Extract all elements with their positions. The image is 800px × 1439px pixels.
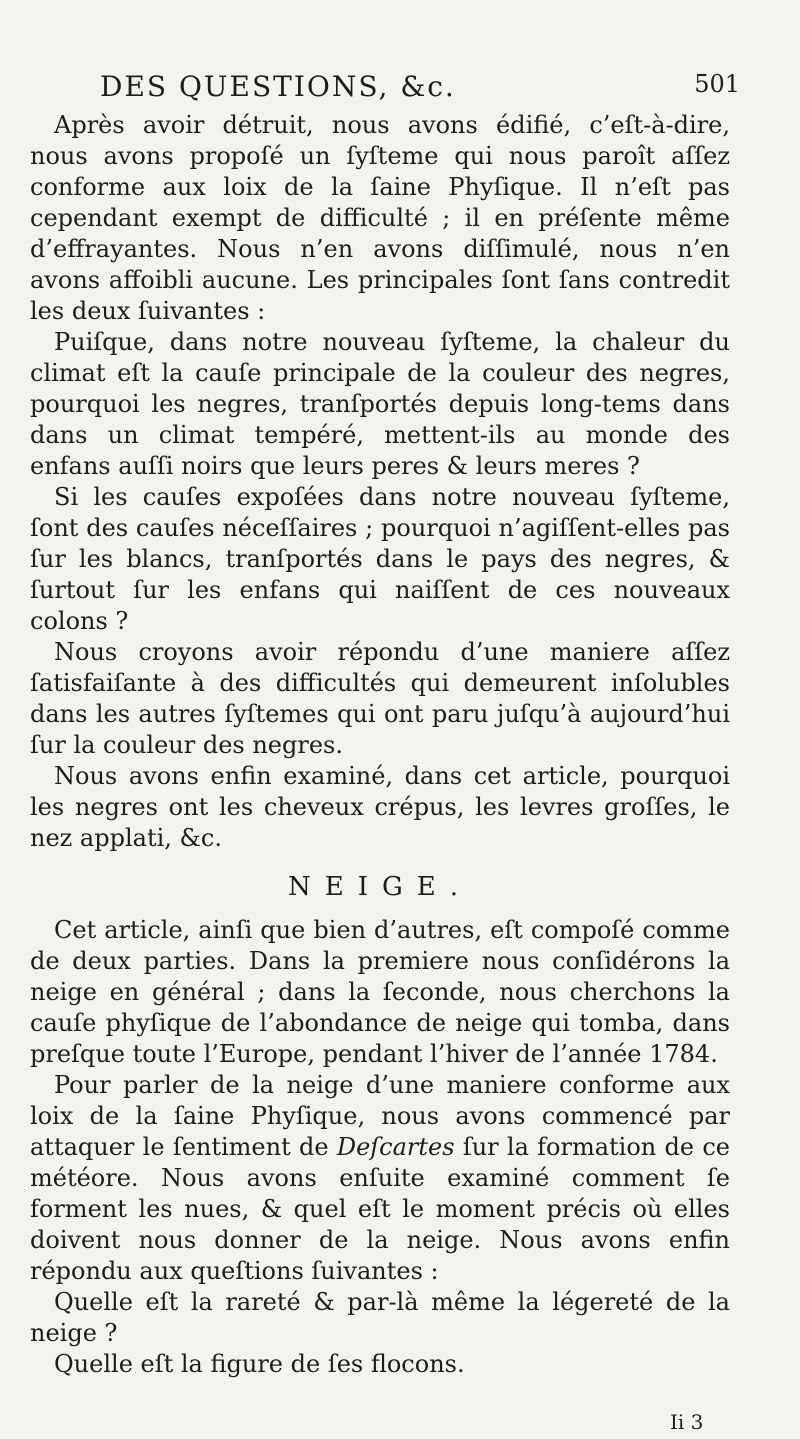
page-body	[30, 110, 730, 1380]
paragraph: Nous croyons avoir répondu d’une maniere aſſez ſatisfaiſante à des difficultés qui demeurent inſolubles dans les autres ſyſtemes qui ont paru juſqu’à aujourd’hui ſur la couleur des negres.	[30, 638, 730, 759]
paragraph: Quelle eſt la figure de ſes flocons.	[54, 1350, 465, 1378]
paragraph: Nous avons enfin examiné, dans cet article, pourquoi les negres ont les cheveux crépus, les levres groſſes, le nez applati, &c.	[30, 762, 730, 852]
paragraph: Si les cauſes expoſées dans notre nouveau ſyſteme, ſont des cauſes néceſſaires ; pourquoi n’agiſſent-elles pas ſur les blancs, tranſportés dans le pays des negres, & ſurtout ſur les enfans qui naiſſent de ces nouveaux colons ?	[30, 483, 730, 635]
paragraph: Cet article, ainſi que bien d’autres, eſt compoſé comme de deux parties. Dans la premiere nous conſidérons la neige en général ; dans la ſeconde, nous cherchons la cauſe phyſique de l’abondance de neige qui tomba, dans preſque toute l’Europe, pendant l’hiver de l’année 1784.	[30, 916, 730, 1068]
paragraph: Quelle eſt la rareté & par-là même la légereté de la neige ?	[30, 1288, 730, 1347]
paragraph: Après avoir détruit, nous avons édifié, c’eſt-à-dire, nous avons propoſé un ſyſteme qui nous paroît aſſez conforme aux loix de la ſaine Phyſique. Il n’eſt pas cependant exempt de difficulté ; il en préſente même d’effrayantes. Nous n’en avons diſſimulé, nous n’en avons affoibli aucune. Les principales ſont ſans contredit les deux ſuivantes :	[30, 111, 730, 325]
paragraph-text: Pour parler de la neige d’une maniere conforme aux loix de la ſaine Phyſique, nous avons commencé par attaquer le ſentiment de	[30, 1071, 730, 1161]
section-heading: NEIGE.	[287, 872, 472, 902]
page-number: 501	[694, 70, 740, 98]
author-name: Deſcartes	[336, 1133, 455, 1161]
paragraph: Puiſque, dans notre nouveau ſyſteme, la chaleur du climat eſt la cauſe principale de la couleur des negres, pourquoi les negres, tranſportés depuis long-tems dans dans un climat tempéré, mettent-ils au monde des enfans auſſi noirs que leurs peres & leurs meres ?	[30, 328, 730, 480]
paragraph-text: ſur la formation de ce météore. Nous avons enſuite examiné comment ſe forment les nues, & quel eſt le moment précis où elles doivent nous donner de la neige. Nous avons enfin répondu aux queſtions ſuivantes :	[30, 1133, 730, 1285]
running-title: DES QUESTIONS, &c.	[100, 70, 456, 103]
signature-mark: Ii 3	[670, 1410, 704, 1434]
paragraph	[30, 1070, 730, 1287]
